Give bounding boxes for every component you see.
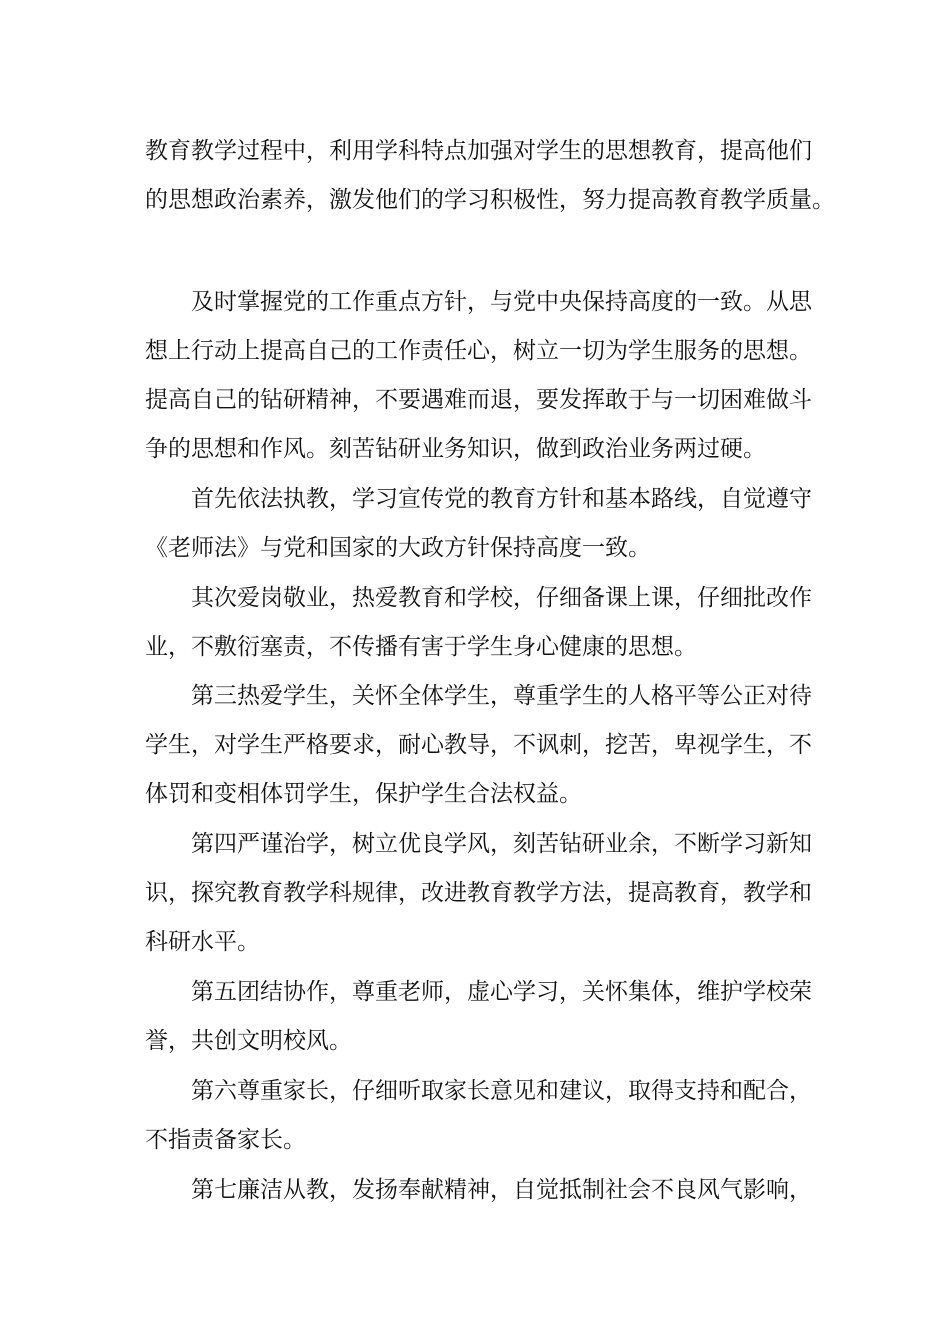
text-line: 第五团结协作，尊重老师，虚心学习，关怀集体，维护学校荣	[191, 979, 812, 1005]
text-line: 第三热爱学生，关怀全体学生，尊重学生的人格平等公正对待	[191, 683, 812, 709]
text-line: 第六尊重家长，仔细听取家长意见和建议，取得支持和配合，	[191, 1078, 812, 1104]
text-line: 誉，共创文明校风。	[145, 1028, 352, 1054]
text-line: 体罚和变相体罚学生，保护学生合法权益。	[145, 781, 582, 807]
text-line: 及时掌握党的工作重点方针，与党中央保持高度的一致。从思	[191, 289, 812, 315]
text-line: 识，探究教育教学科规律，改进教育教学方法，提高教育，教学和	[145, 880, 812, 906]
text-line: 想上行动上提高自己的工作责任心，树立一切为学生服务的思想。	[145, 338, 812, 364]
text-line: 第四严谨治学，树立优良学风，刻苦钻研业余，不断学习新知	[191, 831, 812, 857]
text-line: 提高自己的钻研精神，不要遇难而退，要发挥敢于与一切困难做斗	[145, 387, 812, 413]
text-line: 不指责备家长。	[145, 1127, 306, 1153]
text-line: 科研水平。	[145, 929, 260, 955]
text-line: 《老师法》与党和国家的大政方针保持高度一致。	[145, 535, 651, 561]
text-line: 业，不敷衍塞责，不传播有害于学生身心健康的思想。	[145, 634, 697, 660]
text-line: 首先依法执教，学习宣传党的教育方针和基本路线，自觉遵守	[191, 486, 812, 512]
text-line: 第七廉洁从教，发扬奉献精神，自觉抵制社会不良风气影响，	[191, 1177, 812, 1203]
text-line: 的思想政治素养，激发他们的学习积极性，努力提高教育教学质量。	[145, 187, 835, 213]
text-line: 教育教学过程中，利用学科特点加强对学生的思想教育，提高他们	[145, 138, 812, 164]
text-line: 争的思想和作风。刻苦钻研业务知识，做到政治业务两过硬。	[145, 436, 766, 462]
text-line: 其次爱岗敬业，热爱教育和学校，仔细备课上课，仔细批改作	[191, 585, 812, 611]
text-line: 学生，对学生严格要求，耐心教导，不讽刺，挖苦，卑视学生，不	[145, 732, 812, 758]
